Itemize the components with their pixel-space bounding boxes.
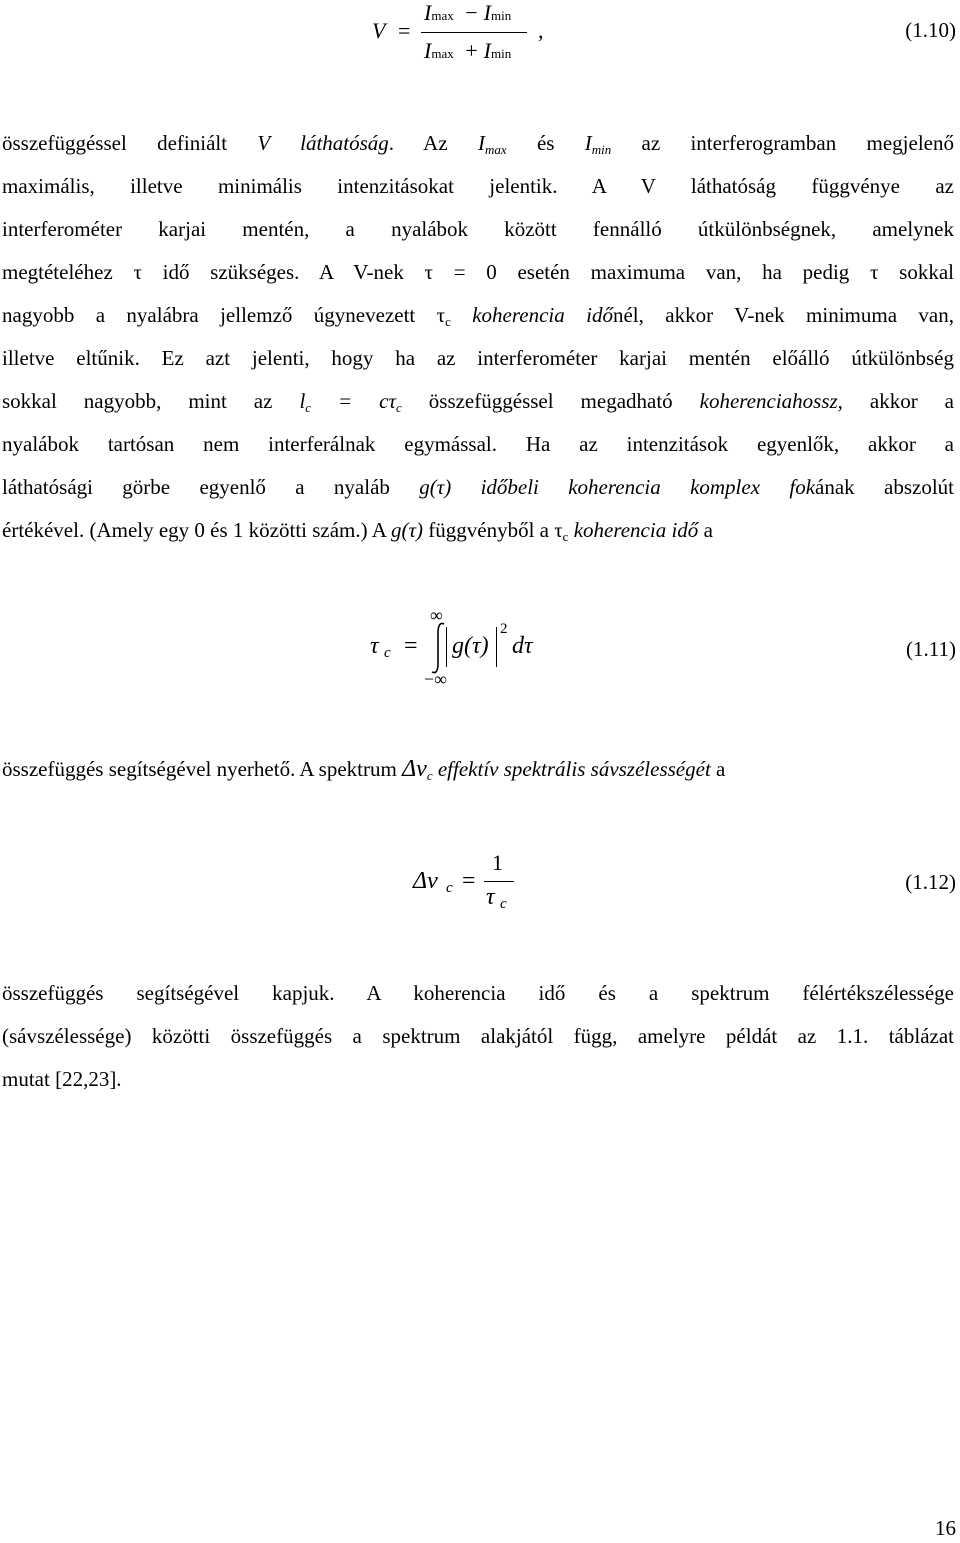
eq111-equals: =: [404, 633, 418, 659]
eq112-fraction-bar: [484, 881, 514, 882]
p1-line-3: interferométer karjai mentén, a nyalábok között fennálló útkülönbségnek, amelynek: [2, 217, 954, 241]
p1-line-2: maximális, illetve minimális intenzitásokat jelentik. A V láthatóság függvénye az: [2, 174, 954, 198]
eq111-upper-limit: ∞: [430, 605, 443, 625]
equation-1-11: [0, 605, 960, 695]
eq111-differential: dτ: [512, 633, 533, 659]
eq112-delta-nu: Δν: [413, 868, 438, 894]
p3-line-2: (sávszélessége) közötti összefüggés a spektrum alakjától függ, amelyre példát az 1.1. táblázat: [2, 1024, 954, 1048]
equation-1-12: [0, 850, 960, 920]
eq110-number: (1.10): [905, 18, 956, 42]
eq112-number: (1.12): [905, 870, 956, 894]
eq112-den-tau: τ: [486, 884, 495, 910]
p1-line-7: sokkal nagyobb, mint az $l_c = c\tau_c$ összefüggéssel megadható koherenciahossz, akkor a: [2, 389, 954, 415]
eq110-lhs: V: [372, 18, 386, 43]
page-number: 16: [935, 1516, 956, 1540]
p2-line-1: összefüggés segítségével nyerhető. A spektrum $\Delta\nu_c$ effektív spektrális sávszélességét a: [2, 756, 726, 783]
eq110-fraction-bar: [421, 32, 527, 33]
p1-line-1: összefüggéssel definiált V láthatóság. Az $I_{max}$ és $I_{min}$ az interferogramban megjelenő: [2, 131, 954, 157]
paragraph-3: [2, 972, 954, 1101]
paragraph-1: [2, 122, 954, 552]
p1-line-8: nyalábok tartósan nem interferálnak egymással. Ha az intenzitások egyenlők, akkor a: [2, 432, 954, 456]
p3-line-3: mutat [22,23].: [2, 1067, 122, 1091]
p1-line-10: értékével. (Amely egy 0 és 1 közötti szám.) A g(τ) függvényből a $\tau_c$ koherencia idő a: [2, 518, 713, 544]
eq112-numerator: 1: [492, 850, 503, 875]
eq111-lower-limit: −∞: [424, 669, 447, 689]
eq111-tau: τ: [370, 633, 379, 659]
eq111-number: (1.11): [906, 637, 956, 661]
p1-line-9: láthatósági görbe egyenlő a nyaláb g(τ) időbeli koherencia komplex fokának abszolút: [2, 475, 954, 499]
eq112-den-sub: c: [500, 896, 507, 912]
eq110-denominator: Imax + Imin: [424, 38, 512, 63]
p1-line-5: nagyobb a nyalábra jellemző úgynevezett $\tau_c$ koherencia időnél, akkor V-nek minimuma van,: [2, 303, 954, 329]
p1-line-4: megtételéhez τ idő szükséges. A V-nek τ = 0 esetén maximuma van, ha pedig τ sokkal: [2, 260, 954, 284]
paragraph-2: [2, 748, 954, 791]
eq110-numerator: Imax − Imin: [424, 0, 512, 25]
p3-line-1: összefüggés segítségével kapjuk. A koherencia idő és a spektrum félértékszélessége: [2, 981, 954, 1005]
eq111-tau-sub: c: [384, 645, 391, 661]
eq111-abs-left: [446, 627, 447, 667]
eq110-equals: =: [398, 18, 411, 43]
eq110-comma: ,: [538, 18, 544, 43]
eq112-equals: =: [462, 868, 476, 894]
eq112-sub: c: [446, 880, 453, 896]
eq111-integrand: g(τ): [452, 633, 489, 659]
eq111-power: 2: [500, 621, 508, 637]
equation-1-10: [0, 0, 960, 80]
eq111-abs-right: [496, 627, 497, 667]
p1-line-6: illetve eltűnik. Ez azt jelenti, hogy ha az interferométer karjai mentén előálló útkülönbség: [2, 346, 954, 370]
